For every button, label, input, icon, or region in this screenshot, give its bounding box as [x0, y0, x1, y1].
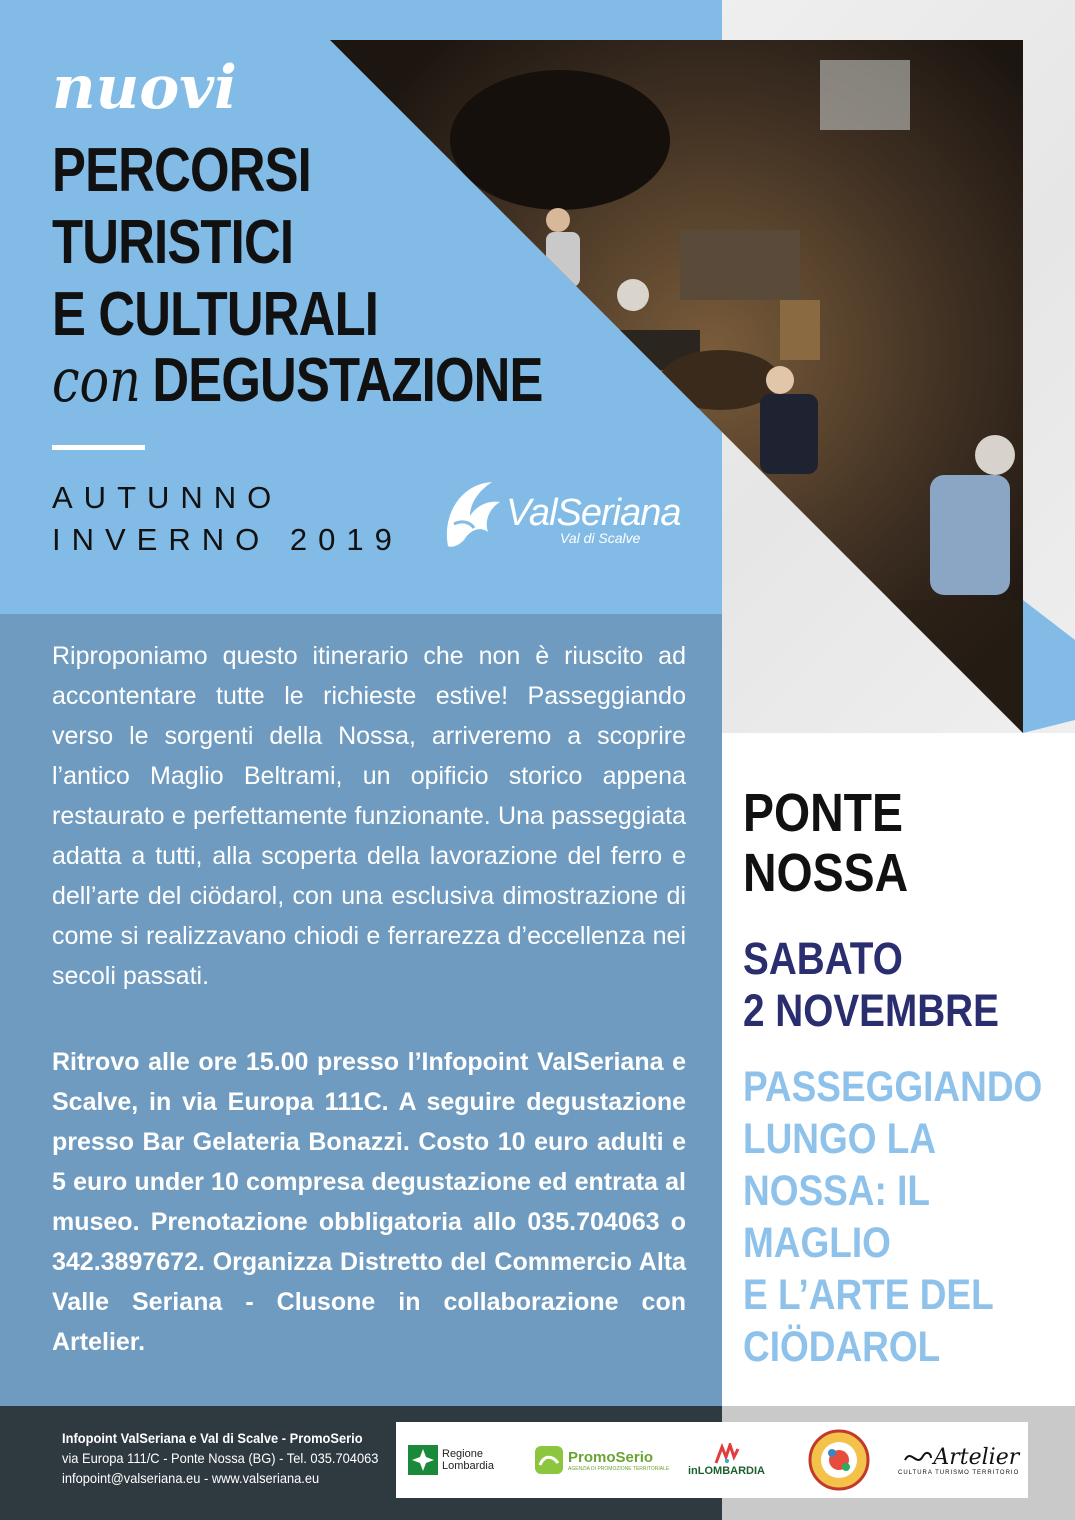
promoserio-icon [534, 1445, 564, 1475]
artelier-mark [903, 1445, 1019, 1470]
artelier-swirl-icon [903, 1446, 933, 1468]
inlombardia-label: inLOMBARDIA [688, 1465, 765, 1477]
headline-script-word: nuovi [52, 53, 237, 123]
info-paragraph: Ritrovo alle ore 15.00 presso l’Infopoint ValSeriana e Scalve, in via Europa 111C. A seguire degustazione presso Bar Gelateria Bonazzi. Costo 10 euro adulti e 5 euro under 10 compresa degustazione ed entrata al museo. Prenotazione obbligatoria allo 035.704063 o 342.3897672. Organizza Distretto del Commercio Alta Valle Seriana - Clusone in collaborazione con Artelier. [52, 1048, 686, 1356]
promoserio-text [568, 1449, 669, 1472]
valseriana-logo-text: ValSeriana [506, 492, 681, 534]
footer-office-name: Infopoint ValSeriana e Val di Scalve - PromoSerio [62, 1430, 363, 1446]
headline-line-3: E CULTURALI [52, 280, 379, 349]
promoserio-logo [534, 1422, 669, 1498]
district-seal-logo [808, 1422, 870, 1498]
headline-con: con [52, 346, 141, 416]
headline-divider [52, 445, 145, 450]
artelier-sublabel: CULTURA TURISMO TERRITORIO [898, 1469, 1020, 1476]
valseriana-logo-subtext: Val di Scalve [560, 530, 641, 546]
date-line-2: 2 NOVEMBRE [743, 985, 999, 1036]
event-title-line: CIÖDAROL [743, 1323, 941, 1371]
promoserio-sublabel: AGENZIA DI PROMOZIONE TERRITORIALE [568, 1465, 670, 1472]
footer-address: via Europa 111/C - Ponte Nossa (BG) - Tel. 035.704063 [62, 1450, 379, 1466]
event-title-line: LUNGO LA [743, 1115, 937, 1163]
artelier-logo [898, 1422, 1019, 1498]
headline-line-2: TURISTICI [52, 208, 294, 277]
event-title-line: E L’ARTE DEL [743, 1271, 994, 1319]
date-line-1: SABATO [743, 933, 903, 984]
season-line-2: INVERNO 2019 [52, 522, 403, 557]
inlombardia-icon [712, 1443, 742, 1465]
headline-degustazione: DEGUSTAZIONE [152, 346, 543, 415]
event-title-line: MAGLIO [743, 1219, 891, 1267]
partner-logo-strip [396, 1422, 1028, 1498]
place-line-1: PONTE [743, 783, 903, 843]
headline-line-1: PERCORSI [52, 136, 311, 205]
headline-line-4 [52, 346, 543, 416]
place-line-2: NOSSA [743, 843, 909, 903]
footer-contacts: infopoint@valseriana.eu - www.valseriana.eu [62, 1470, 320, 1486]
district-seal-icon [808, 1429, 870, 1491]
season-line-1: AUTUNNO [52, 480, 283, 515]
lombardia-label: Lombardia [442, 1460, 494, 1472]
regione-lombardia-logo [408, 1422, 494, 1498]
intro-paragraph: Riproponiamo questo itinerario che non è riuscito ad accontentare tutte le richieste estive! Passeggiando verso le sorgenti della Nossa, arriveremo a scoprire l’antico Maglio Beltrami, un opificio storico appena restaurato e perfettamente funzionante. Una passeggiata adatta a tutti, alla scoperta della lavorazione del ferro e dell’arte del ciödarol, con una esclusiva dimostrazione di come si realizzavano chiodi e ferrarezza d’eccellenza nei secoli passati. [52, 642, 686, 990]
regione-lombardia-icon [408, 1445, 438, 1475]
event-title-line: PASSEGGIANDO [743, 1063, 1043, 1111]
inlombardia-logo [688, 1422, 765, 1498]
regione-lombardia-text [442, 1448, 494, 1472]
event-title-line: NOSSA: IL [743, 1167, 930, 1215]
accent-triangle [1023, 600, 1075, 733]
regione-label: Regione [442, 1448, 483, 1460]
artelier-label: Artelier [933, 1444, 1020, 1470]
promoserio-label: PromoSerio [568, 1448, 654, 1466]
